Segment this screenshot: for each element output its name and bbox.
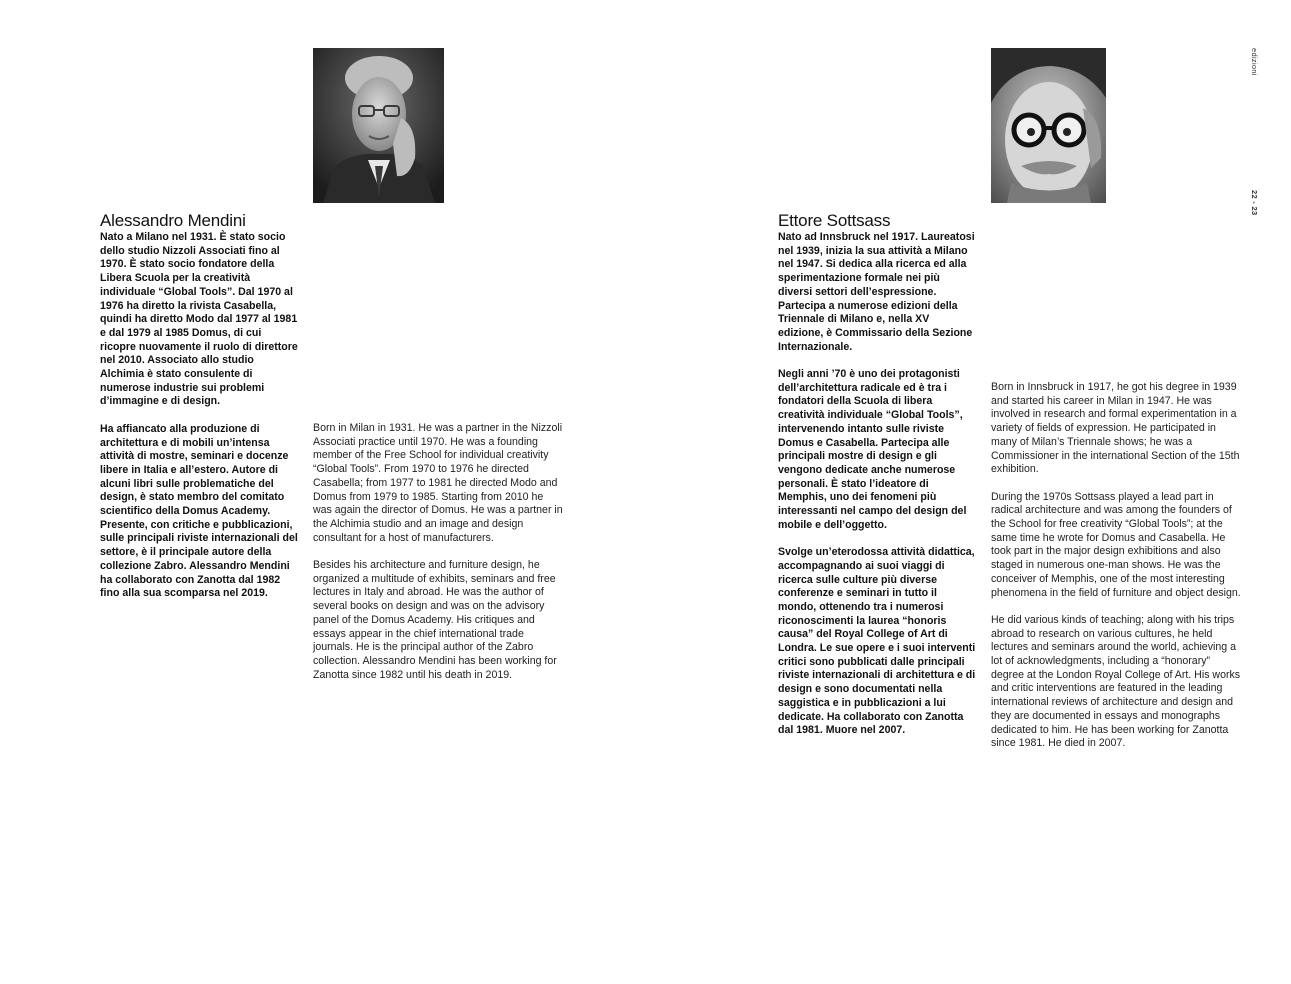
page-numbers-vertical: 22 - 23 [1250,190,1259,216]
sottsass-english-bio [991,381,1243,765]
mendini-italian-bio [100,231,300,615]
sottsass-italian-paragraph-2: Negli anni ’70 è uno dei protagonisti dell’architettura radicale ed è tra i fondatori della Scuola di libera creatività individuale “Global Tools”, intervenendo intanto sulle riviste Domus e Casabella. Partecipa alle principali mostre di design e gli vengono dedicate anche numerose personali. È stato l’ideatore di Memphis, uno dei fenomeni più interessanti nel campo del design del mobile e dell’oggetto. [778,368,967,531]
sottsass-portrait-photo [991,48,1106,203]
mendini-portrait-photo [313,48,444,203]
mendini-english-paragraph-2: Besides his architecture and furniture design, he organized a multitude of exhibits, seminars and free lectures in Italy and abroad. He was the author of several books on design and was on the advisory panel of the Domus Academy. His critiques and essays appear in the chief international trade journals. He is the principal author of the Zabro collection. Alessandro Mendini has been working for Zanotta since 1982 until his death in 2019. [313,559,557,681]
sottsass-english-paragraph-3: He did various kinds of teaching; along with his trips abroad to research on various cultures, he held lectures and seminars around the world, achieving a lot of acknowledgments, including a “honorary” degree at the London Royal College of Art. His works and critic interventions are featured in the leading international reviews of architecture and design and they are documented in essays and monographs dedicated to him. He has been working for Zanotta since 1981. He died in 2007. [991,613,1241,750]
sottsass-portrait-image [991,48,1106,203]
mendini-name-heading: Alessandro Mendini [100,211,246,230]
mendini-italian-paragraph-2: Ha affiancato alla produzione di architettura e di mobili un’intensa attività di mostre, seminari e docenze libere in Italia e all’estero. Autore di alcuni libri sulle problematiche del design, è stato membro del comitato scientifico della Domus Academy. Presente, con critiche e pubblicazioni, sulle principali riviste internazionali del settore, è il principale autore della collezione Zabro. Alessandro Mendini ha collaborato con Zanotta dal 1982 fino alla sua scomparsa nel 2019. [100,422,298,600]
mendini-italian-paragraph-1: Nato a Milano nel 1931. È stato socio dello studio Nizzoli Associati fino al 1970. È stato socio fondatore della Libera Scuola per la creatività individuale “Global Tools”. Dal 1970 al 1976 ha diretto la rivista Casabella, quindi ha diretto Modo dal 1977 al 1981 e dal 1979 al 1985 Domus, di cui ricopre nuovamente il ruolo di direttore nel 2010. Associato allo studio Alchimia è stato consulente di numerose industrie sui problemi d’immagine e di design. [100,231,298,408]
sottsass-english-paragraph-2: During the 1970s Sottsass played a lead part in radical architecture and was among the founders of the School for free creativity “Global Tools”; at the same time he wrote for Domus and Casabella. He took part in the major design exhibitions and also staged in numerous one-man shows. He was the conceiver of Memphis, one of the most interesting phenomena in the field of furniture and object design. [991,490,1241,599]
mendini-english-paragraph-1: Born in Milan in 1931. He was a partner in the Nizzoli Associati practice until 1970. He was a founding member of the Free School for individual creativity “Global Tools”. From 1970 to 1976 he directed Casabella; from 1977 to 1981 he directed Modo and Domus from 1979 to 1985. Starting from 2010 he was again the director of Domus. He was a partner in the Alchimia studio and an image and design consultant for a host of manufacturers. [313,422,563,544]
sottsass-italian-bio [778,231,976,752]
sottsass-italian-paragraph-3: Svolge un’eterodossa attività didattica, accompagnando ai suoi viaggi di ricerca sulle culture più diverse conferenze e seminari in tutto il mondo, ottenendo tra i numerosi riconoscimenti la laurea “honoris causa” del Royal College of Art di Londra. Le sue opere e i suoi interventi critici sono pubblicati dalle principali riviste internazionali di architettura e di design e sono documentati nella saggistica e in pubblicazioni a lui dedicate. Ha collaborato con Zanotta dal 1981. Muore nel 2007. [778,546,976,737]
mendini-english-bio [313,422,565,696]
section-label-vertical: edizioni [1250,48,1259,76]
sottsass-english-paragraph-1: Born in Innsbruck in 1917, he got his degree in 1939 and started his career in Milan in 1947. He was involved in research and formal experimentation in a variety of fields of expression. He participated in many of Milan’s Triennale shows; he was a Commissioner in the international Section of the 15th exhibition. [991,381,1240,476]
mendini-portrait-image [313,48,444,203]
sottsass-italian-paragraph-1: Nato ad Innsbruck nel 1917. Laureatosi nel 1939, inizia la sua attività a Milano nel 1947. Si dedica alla ricerca ed alla sperimentazione formale nei più diversi settori dell’espressione. Partecipa a numerose edizioni della Triennale di Milano e, nella XV edizione, è Commissario della Sezione Internazionale. [778,231,975,353]
sottsass-name-heading: Ettore Sottsass [778,211,891,230]
